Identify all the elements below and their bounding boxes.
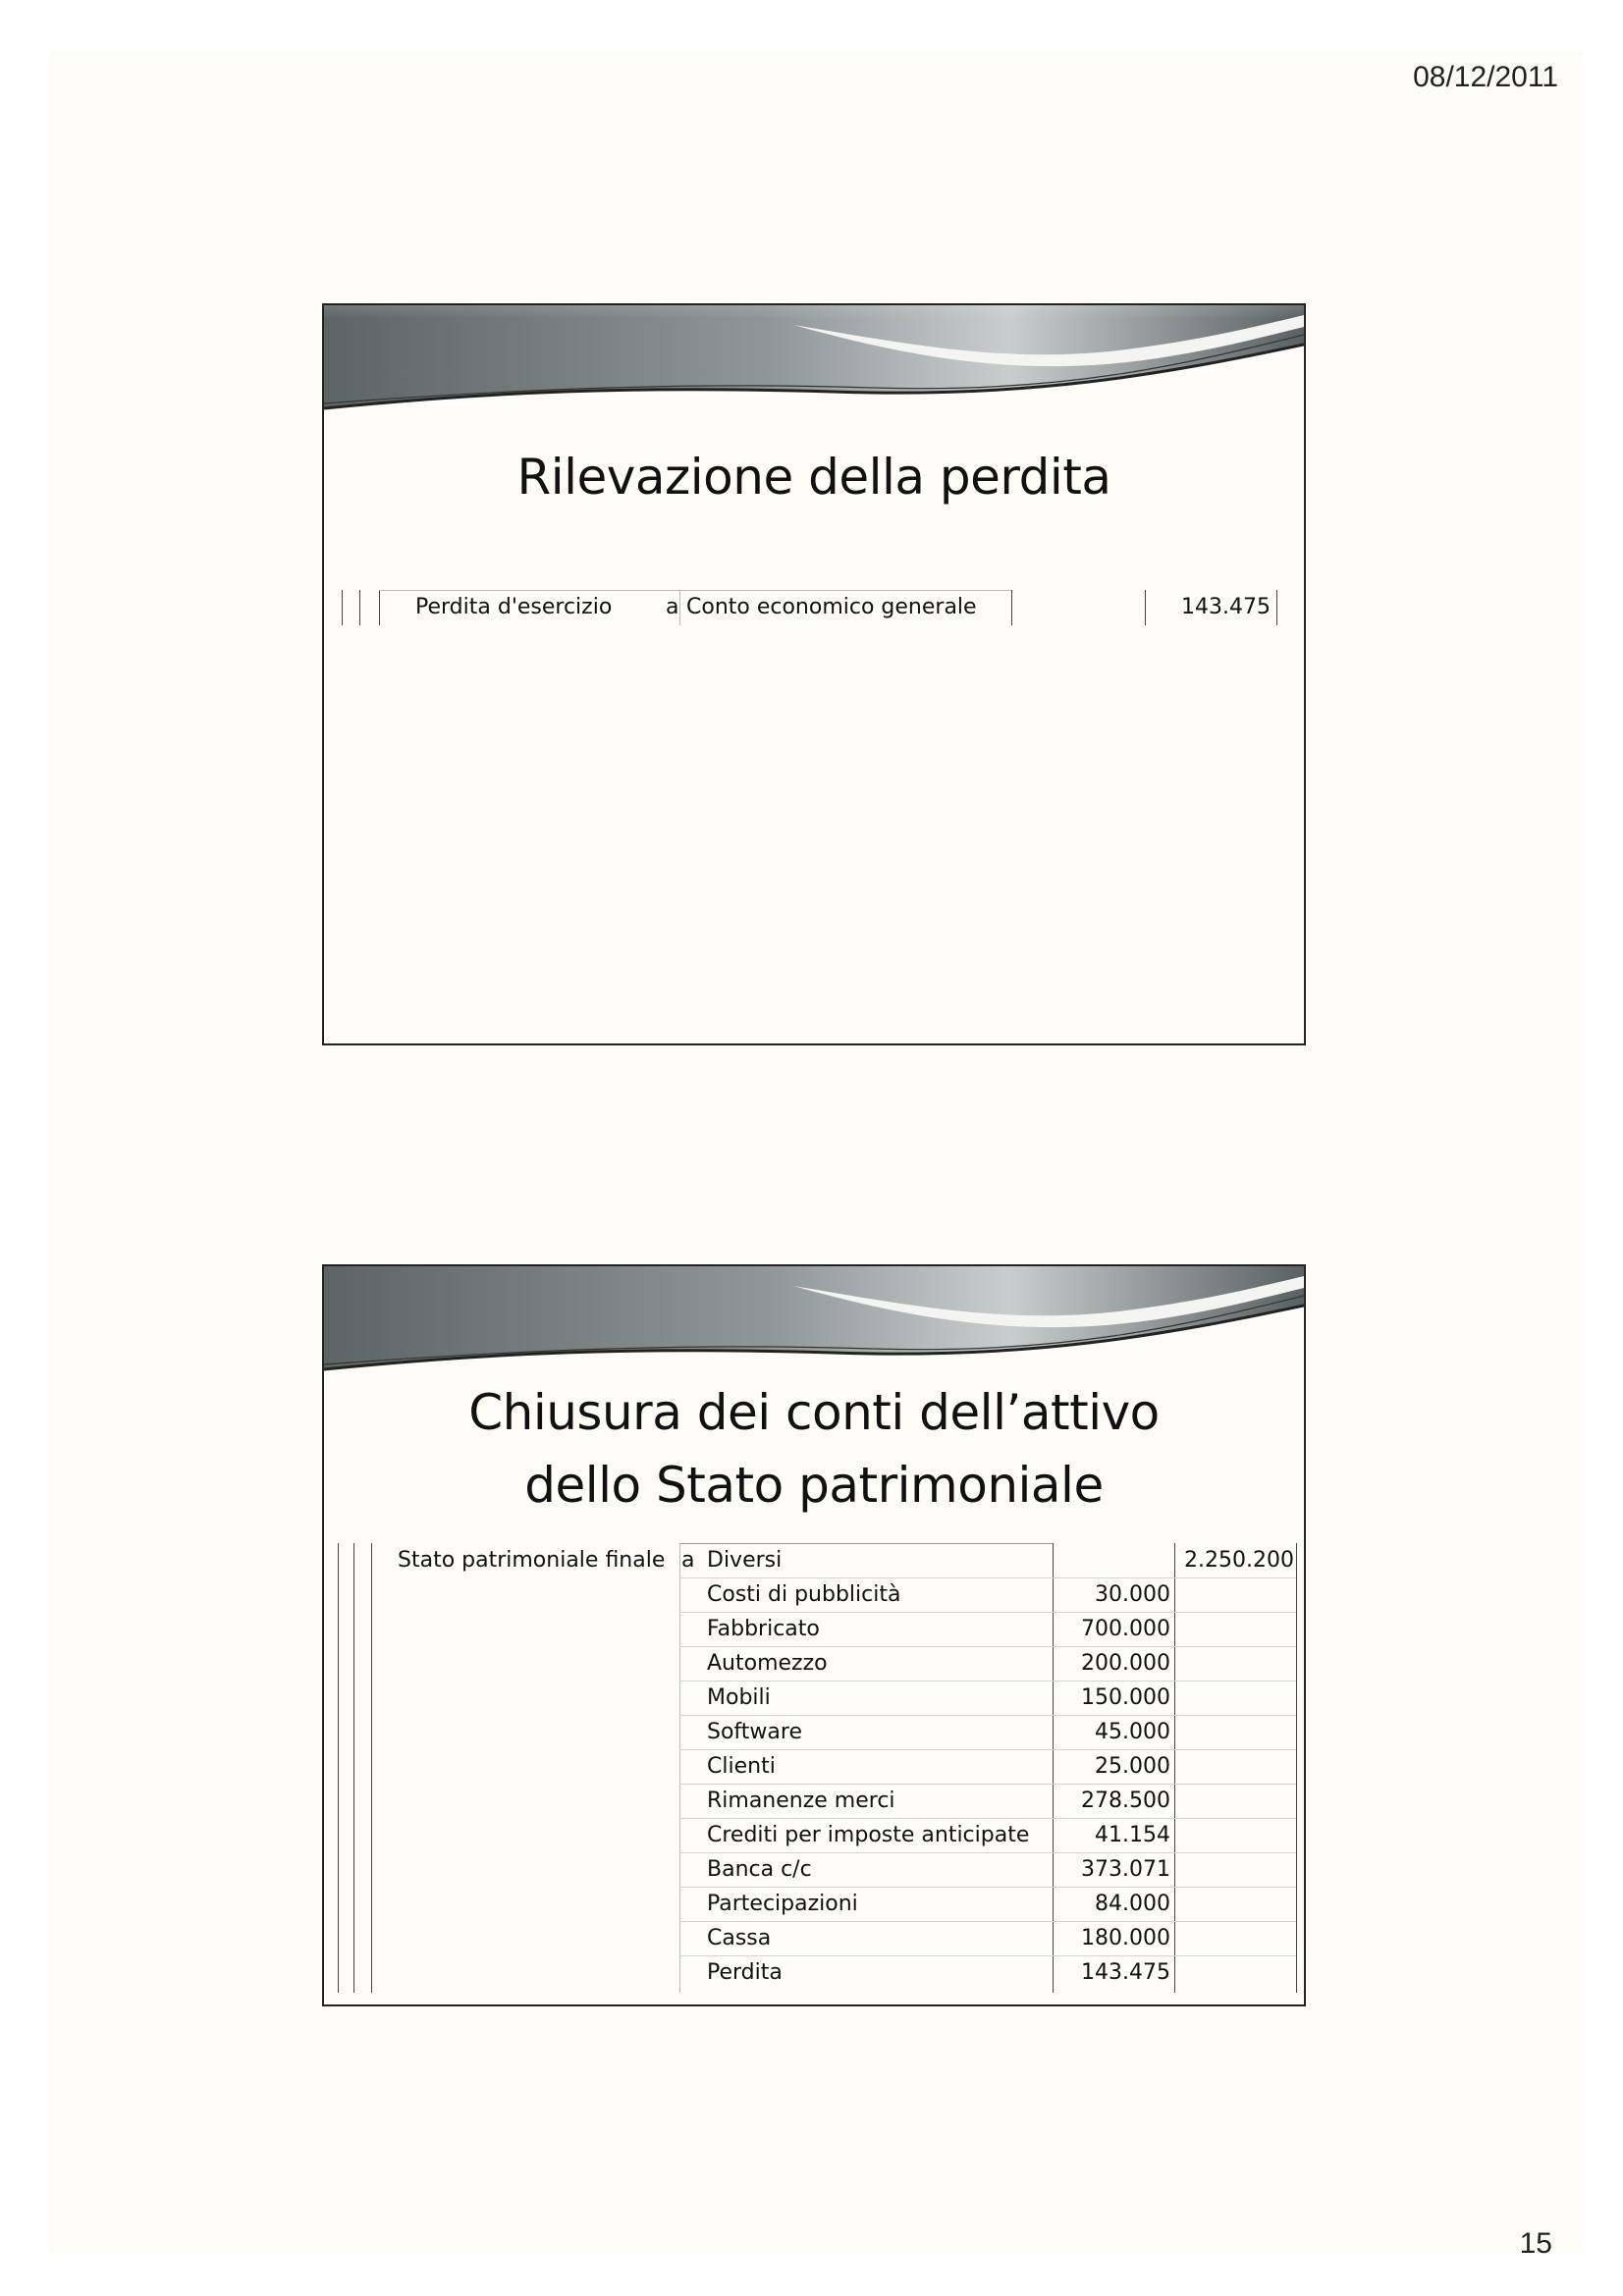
table-row-amount: 45.000: [1095, 1720, 1170, 1744]
table-border: [1174, 1543, 1175, 1993]
table-border: [679, 590, 680, 625]
table-border: [1145, 590, 1146, 625]
table-border: [1011, 590, 1012, 625]
table-row-account: Cassa: [707, 1926, 772, 1950]
table-border: [342, 590, 343, 625]
table-border: [353, 1543, 354, 1993]
debit-account: Stato patrimoniale finale: [398, 1548, 666, 1573]
table-row-amount: 150.000: [1081, 1685, 1170, 1710]
table-row-amount: 200.000: [1081, 1651, 1170, 1676]
table-border: [1053, 1543, 1054, 1993]
table-row-account: Crediti per imposte anticipate: [707, 1823, 1030, 1847]
table-row-account: Rimanenze merci: [707, 1789, 895, 1813]
slide-banner-swoosh: [324, 305, 1304, 443]
slide-rilevazione-perdita: [322, 303, 1306, 1045]
entry-amount: 143.475: [1181, 595, 1271, 619]
journal-entry-table: [324, 590, 1306, 629]
table-border: [1276, 590, 1277, 625]
table-row-account: Clienti: [707, 1754, 776, 1779]
header-date: 08/12/2011: [1413, 61, 1558, 93]
table-row-account: Costi di pubblicità: [707, 1582, 901, 1607]
table-row-account: Partecipazioni: [707, 1892, 858, 1916]
table-row-amount: 30.000: [1095, 1582, 1170, 1607]
credit-account: Diversi: [707, 1548, 783, 1573]
debit-account: Perdita d'esercizio: [415, 595, 613, 619]
table-border: [371, 1543, 372, 1993]
table-row-amount: 143.475: [1081, 1960, 1170, 1985]
table-row-amount: 700.000: [1081, 1617, 1170, 1641]
slide-title-line1: Chiusura dei conti dell’attivo: [468, 1384, 1160, 1441]
entry-total: 2.250.200: [1184, 1548, 1294, 1573]
table-row-account: Fabbricato: [707, 1617, 820, 1641]
page-number: 15: [1519, 2227, 1552, 2260]
table-row-account: Mobili: [707, 1685, 771, 1710]
table-border: [1296, 1543, 1297, 1993]
slide-title: Rilevazione della perdita: [516, 449, 1111, 506]
table-rule: [679, 1681, 1296, 1682]
entry-connector: a: [681, 1548, 695, 1573]
table-row-account: Automezzo: [707, 1651, 828, 1676]
table-rule: [679, 1921, 1296, 1922]
table-row-amount: 25.000: [1095, 1754, 1170, 1779]
table-border: [359, 590, 360, 625]
table-row-account: Perdita: [707, 1960, 783, 1985]
table-row-account: Software: [707, 1720, 802, 1744]
credit-account: Conto economico generale: [686, 595, 977, 619]
table-row-amount: 180.000: [1081, 1926, 1170, 1950]
table-row-amount: 373.071: [1081, 1857, 1170, 1882]
table-row-amount: 278.500: [1081, 1789, 1170, 1813]
table-row-amount: 84.000: [1095, 1892, 1170, 1916]
slide-title-line2: dello Stato patrimoniale: [524, 1457, 1104, 1514]
table-row-account: Banca c/c: [707, 1857, 812, 1882]
table-border: [679, 1543, 680, 1993]
table-row-amount: 41.154: [1095, 1823, 1170, 1847]
slide-chiusura-conti-attivo: [322, 1264, 1306, 2006]
table-border: [338, 1543, 339, 1993]
journal-entry-table: [324, 1543, 1306, 1995]
slide-title: [324, 1376, 1304, 1522]
entry-connector: a: [666, 595, 679, 619]
table-border: [379, 590, 380, 625]
